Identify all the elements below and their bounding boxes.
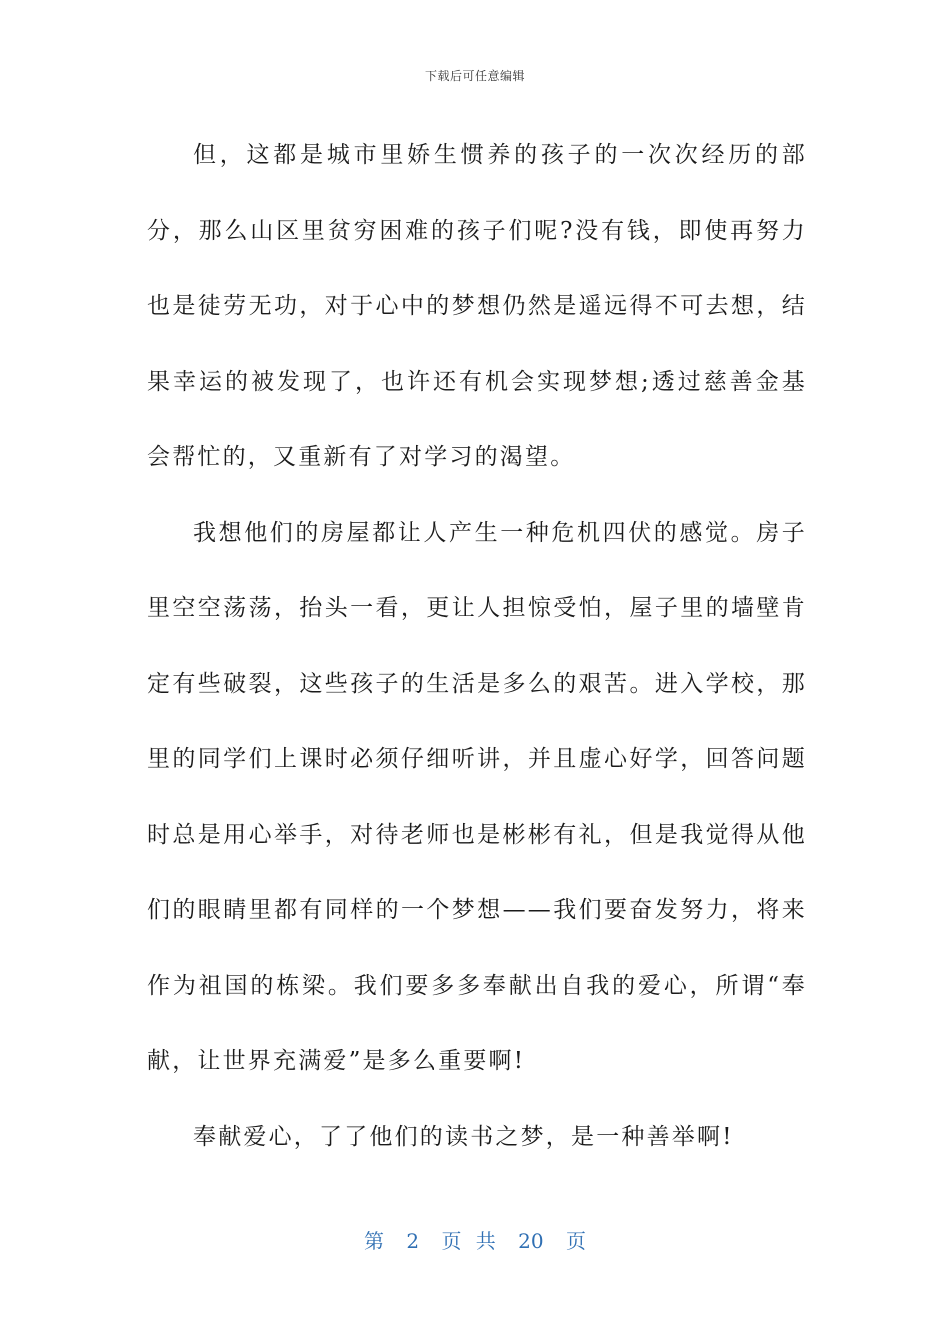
footer-prefix: 第: [364, 1229, 384, 1253]
footer-page-number: 2: [406, 1229, 420, 1253]
footer-total-pages: 20: [518, 1229, 544, 1253]
paragraph: 但，这都是城市里娇生惯养的孩子的一次次经历的部分，那么山区里贫穷困难的孩子们呢?没有钱，即使再努力也是徒劳无功，对于心中的梦想仍然是遥远得不可去想，结果幸运的被发现了，也许还有机会实现梦想;透过慈善金基会帮忙的，又重新有了对学习的渴望。: [147, 142, 807, 470]
footer-suffix: 页: [565, 1229, 586, 1253]
paragraph: 我想他们的房屋都让人产生一种危机四伏的感觉。房子里空空荡荡，抬头一看，更让人担惊受怕，屋子里的墙壁肯定有些破裂，这些孩子的生活是多么的艰苦。进入学校，那里的同学们上课时必须仔细听讲，并且虚心好学，回答问题时总是用心举手，对待老师也是彬彬有礼，但是我觉得从他们的眼睛里都有同样的一个梦想——我们要奋发努力，将来作为祖国的栋梁。我们要多多奉献出自我的爱心，所谓“奉献，让世界充满爱”是多么重要啊!: [147, 519, 807, 1074]
page-footer: [0, 1225, 950, 1254]
page-header-note: 下载后可任意编辑: [424, 69, 525, 83]
paragraph: 奉献爱心，了了他们的读书之梦，是一种善举啊!: [193, 1123, 734, 1150]
article-body: [147, 118, 807, 1175]
footer-middle: 页 共: [441, 1229, 496, 1253]
